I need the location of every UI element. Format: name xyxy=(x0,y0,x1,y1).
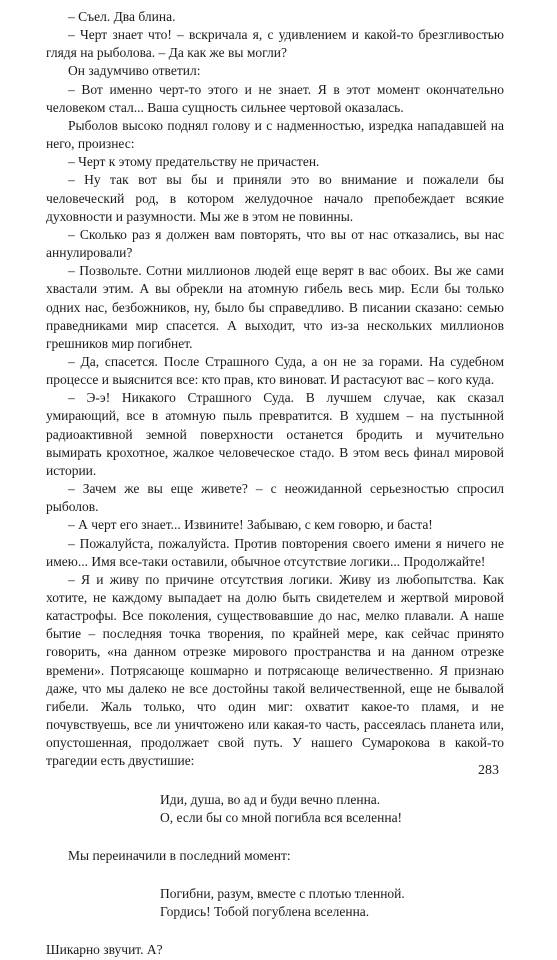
verse-line: Гордись! Тобой погублена вселенна. xyxy=(160,904,370,920)
dialogue-paragraph: – Да, спасется. После Страшного Суда, а он не за горами. На судебном процессе и выяснится все: кто прав, кто виноват. И растасуют вас – кого куда. xyxy=(46,353,504,388)
dialogue-paragraph: – Ну так вот вы бы и приняли это во внимание и пожалели бы человеческий род, в котором желудочное начало препобеждает всякие духовности и разумности. Мы же в этом не повинны. xyxy=(46,172,504,224)
narration-paragraph: Рыболов высоко поднял голову и с надменностью, изредка нападавшей на него, произнес: xyxy=(46,117,504,152)
dialogue-paragraph: – Черт к этому предательству не причастен. xyxy=(68,154,320,170)
verse-line: О, если бы со мной погибла вся вселенна! xyxy=(160,809,403,825)
dialogue-paragraph: – Пожалуйста, пожалуйста. Против повторения своего имени я ничего не имею... Имя все-таки оставили, обычное отсутствие логики... Продолжайте! xyxy=(46,535,504,569)
spacer xyxy=(46,921,504,941)
dialogue-paragraph: – Вот именно черт-то этого и не знает. Я в этот момент окончательно человеком стал... Ваша сущность сильнее чертовой оказалась. xyxy=(46,81,504,115)
dialogue-paragraph: – Зачем же вы еще живете? – с неожиданной серьезностью спросил рыболов. xyxy=(46,481,504,515)
spacer xyxy=(46,865,504,885)
dialogue-paragraph: – А черт его знает... Извините! Забываю, с кем говорю, и баста! xyxy=(68,517,433,533)
dialogue-paragraph: – Э-э! Никакого Страшного Суда. В лучшем случае, как сказал умирающий, все в атомную пыль превратится. В худшем – на пустынной радиоактивной земной поверхности останется бродить и мучительно вымирать крохотное, жалкое человеческое стадо. В этом весь финал мировой истории. xyxy=(46,390,504,478)
verse-line: Иди, душа, во ад и буди вечно пленна. xyxy=(160,791,381,807)
spacer xyxy=(46,827,504,847)
closing-line: Шикарно звучит. А? xyxy=(46,942,163,958)
page-text xyxy=(46,8,504,960)
dialogue-paragraph: – Позвольте. Сотни миллионов людей еще верят в вас обоих. Вы же сами хвастали этим. А вы обрекли на атомную гибель весь мир. Если бы только одних нас, безбожников, ну, было бы справедливо. В писании сказано: семью праведниками мир спасется. А выходит, что из-за нескольких миллионов грешников мир погибнет. xyxy=(46,263,504,351)
page-number: 283 xyxy=(478,763,499,778)
narration-paragraph: Мы переиначили в последний момент: xyxy=(68,847,291,863)
dialogue-paragraph: – Я и живу по причине отсутствия логики. Живу из любопытства. Как хотите, не каждому выпадает на долю быть свидетелем и жертвой мировой катастрофы. Все поколения, существовавшие до нас, мелко плавали. А наше бытие – последняя точка творения, по крайней мере, как сейчас принято говорить, «на данном отрезке мирового пространства и на данном отрезке времени». Потрясающе кошмарно и потрясающе величественно. Я признаю даже, что мы далеко не все достойны такой величественной, еще не бывалой гибели. Жаль только, что один миг: охватит какое-то пламя, и не почувствуешь, все ли уничтожено или какая-то часть, рассеялась планета или, опустошенная, продолжает свой путь. У нашего Сумарокова в какой-то трагедии есть двустишие: xyxy=(46,571,504,769)
dialogue-paragraph: – Съел. Два блина. xyxy=(68,9,176,24)
verse-line: Погибни, разум, вместе с плотью тленной. xyxy=(160,886,405,902)
verse-block-1 xyxy=(46,791,504,827)
spacer xyxy=(46,771,504,791)
narration-paragraph: Он задумчиво ответил: xyxy=(68,63,201,79)
dialogue-paragraph: – Черт знает что! – вскричала я, с удивлением и какой-то брезгливостью глядя на рыболова. – Да как же вы могли? xyxy=(46,27,504,61)
verse-block-2 xyxy=(46,885,504,921)
dialogue-paragraph: – Сколько раз я должен вам повторять, что вы от нас отказались, вы нас аннулировали? xyxy=(46,226,504,261)
